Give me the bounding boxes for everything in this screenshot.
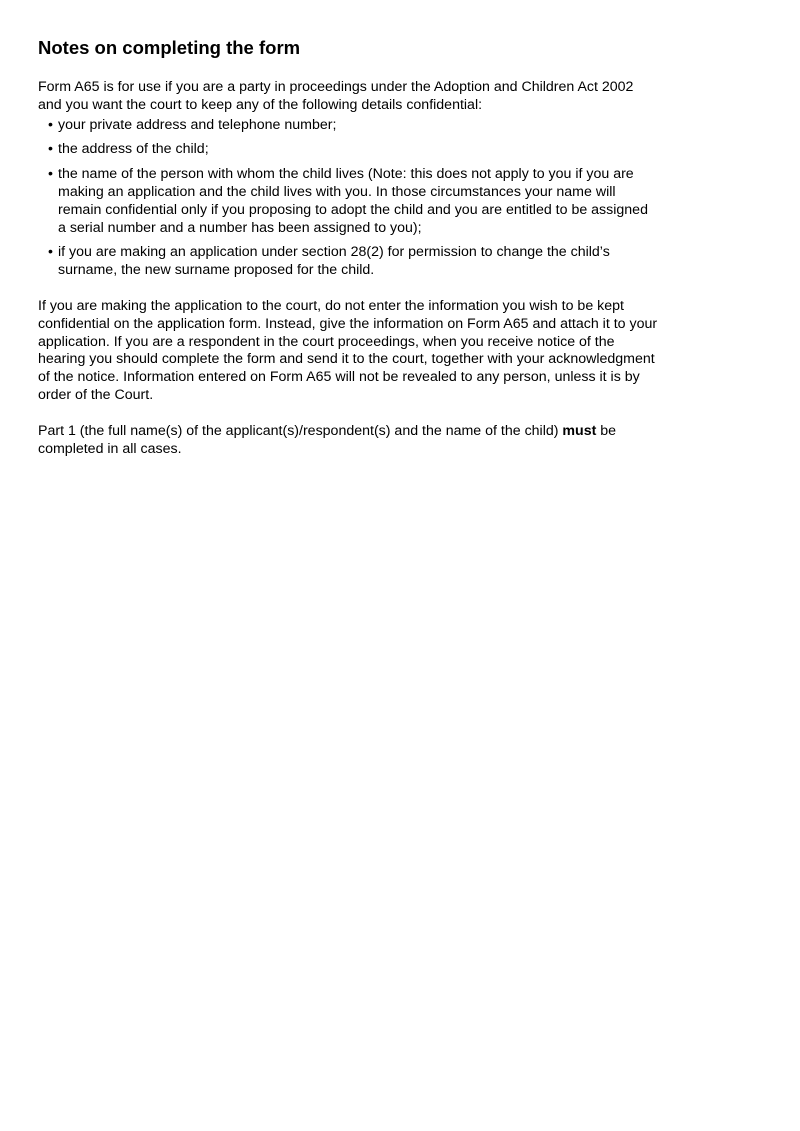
confidential-details-list: [38, 117, 658, 280]
part1-text-after: be completed in all cases.: [38, 422, 617, 457]
part1-text-before: Part 1 (the full name(s) of the applicant(s)/respondent(s) and the name of the child): [38, 422, 563, 439]
intro-paragraph: Form A65 is for use if you are a party in proceedings under the Adoption and Children Act 2002 and you want the court to keep any of the following details confidential:: [38, 79, 634, 113]
bullet-marker: •: [48, 116, 53, 133]
list-item-text: the name of the person with whom the child lives (Note: this does not apply to you if you are making an application and the child lives with you. In those circumstances your name will remain confidential only if you proposing to adopt the child and you are entitled to be assigned a serial number and a number has been assigned to you);: [58, 166, 648, 236]
list-item: [48, 117, 658, 135]
list-item-text: your private address and telephone number;: [58, 116, 337, 133]
bullet-marker: •: [48, 244, 53, 261]
list-item: [48, 244, 658, 280]
list-item-text: if you are making an application under section 28(2) for permission to change the child’s surname, the new surname proposed for the child.: [58, 244, 610, 279]
page-title: Notes on completing the form: [38, 37, 301, 58]
list-item: [48, 141, 658, 159]
bullet-marker: •: [48, 166, 53, 183]
application-paragraph: If you are making the application to the court, do not enter the information you wish to be kept confidential on the application form. Instead, give the information on Form A65 and attach it to your application. If you are a respondent in the court proceedings, when you receive notice of the hearing you should complete the form and send it to the court, together with your acknowledgment of the notice. Information entered on Form A65 will not be revealed to any person, unless it is by order of the Court.: [38, 297, 658, 403]
part1-emphasis: must: [562, 422, 597, 439]
bullet-marker: •: [48, 141, 53, 158]
list-item: [48, 166, 658, 237]
notes-section: [38, 36, 658, 458]
list-item-text: the address of the child;: [58, 141, 209, 158]
part1-paragraph: [38, 423, 658, 459]
